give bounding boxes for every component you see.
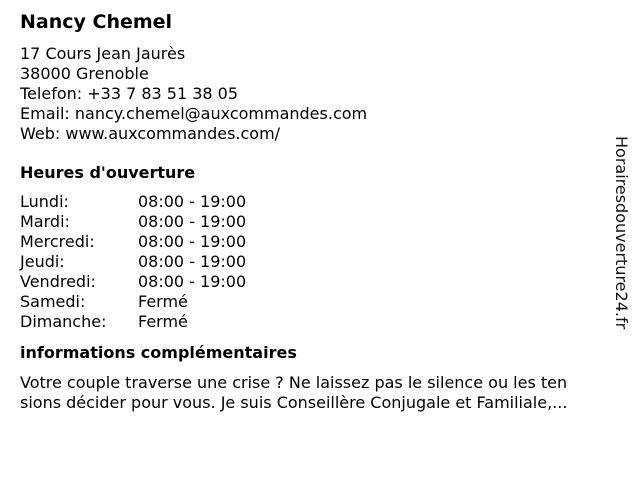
day-hours: Fermé [138,312,188,331]
additional-info-line-1: Votre couple traverse une crise ? Ne laissez pas le silence ou les ten [20,373,568,392]
day-label: Jeudi: [20,252,65,271]
hours-row-friday [20,272,620,292]
day-label: Dimanche: [20,312,107,331]
hours-row-saturday [20,292,620,312]
day-hours: 08:00 - 19:00 [138,192,247,211]
email-line: Email: nancy.chemel@auxcommandes.com [20,104,368,123]
additional-info-line-2: sions décider pour vous. Je suis Conseillère Conjugale et Familiale,... [20,393,568,412]
hours-row-monday [20,192,620,212]
business-card [20,10,620,413]
web-line: Web: www.auxcommandes.com/ [20,124,281,143]
additional-info-title: informations complémentaires [20,343,297,362]
hours-row-wednesday [20,232,620,252]
hours-row-thursday [20,252,620,272]
site-watermark: Horairesdouverture24.fr [612,136,631,330]
day-hours: Fermé [138,292,188,311]
address-street: 17 Cours Jean Jaurès [20,44,186,63]
day-hours: 08:00 - 19:00 [138,252,247,271]
business-name: Nancy Chemel [20,11,173,33]
day-label: Mercredi: [20,232,95,251]
opening-hours-title: Heures d'ouverture [20,163,196,182]
address-city: 38000 Grenoble [20,64,149,83]
day-hours: 08:00 - 19:00 [138,212,247,231]
hours-row-tuesday [20,212,620,232]
day-hours: 08:00 - 19:00 [138,272,247,291]
day-label: Vendredi: [20,272,96,291]
phone-line: Telefon: +33 7 83 51 38 05 [20,84,239,103]
day-label: Lundi: [20,192,69,211]
day-hours: 08:00 - 19:00 [138,232,247,251]
hours-row-sunday [20,312,620,332]
opening-hours-table [20,192,620,332]
day-label: Mardi: [20,212,70,231]
day-label: Samedi: [20,292,86,311]
